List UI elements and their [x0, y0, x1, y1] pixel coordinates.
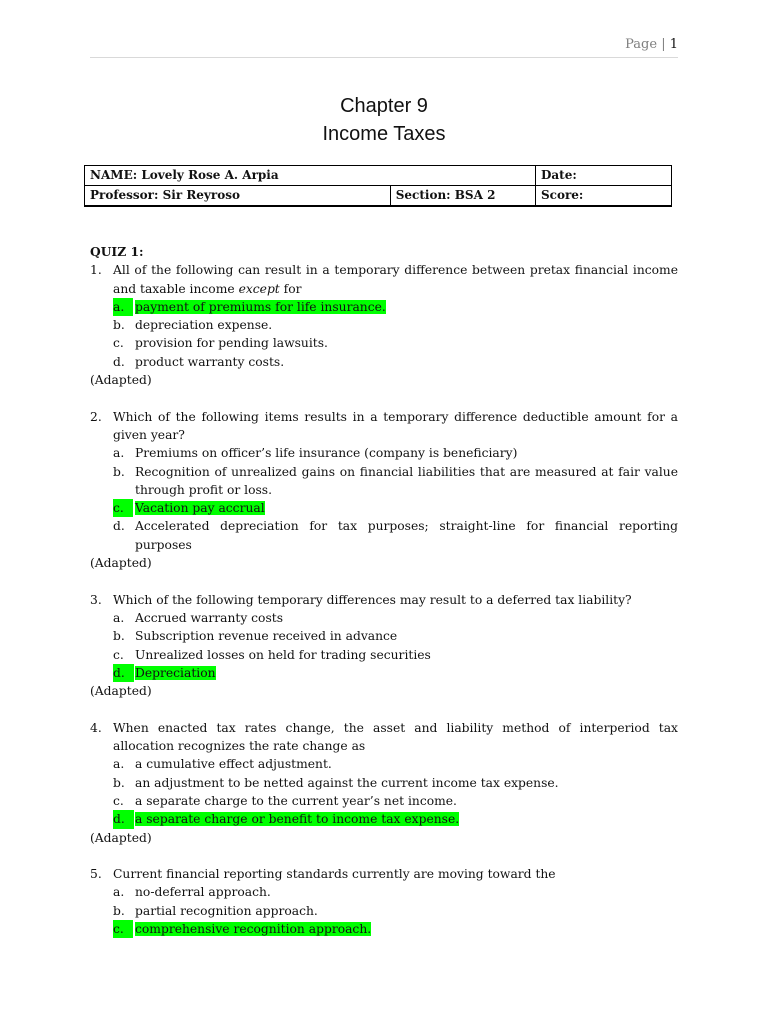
- option-text: comprehensive recognition approach.: [135, 921, 372, 936]
- source-note: (Adapted): [90, 684, 152, 699]
- option-letter: d.: [113, 810, 134, 828]
- answer-option: [90, 316, 678, 334]
- highlighted-answer: [135, 666, 216, 680]
- section-cell: Section: BSA 2: [390, 186, 535, 207]
- answer-text-wrap: [135, 336, 328, 350]
- option-letter: c.: [113, 793, 124, 808]
- answer-option: [90, 902, 678, 920]
- answer-text-wrap: [135, 794, 457, 808]
- question-spacer: [90, 700, 678, 718]
- option-text: payment of premiums for life insurance.: [135, 299, 386, 314]
- option-text: an adjustment to be netted against the current income tax expense.: [135, 775, 559, 790]
- option-text: partial recognition approach.: [135, 903, 318, 918]
- answer-text-wrap: [135, 465, 678, 497]
- answer-option: [90, 920, 678, 938]
- answer-option: [90, 627, 678, 645]
- question-1: [90, 261, 678, 298]
- option-text: Subscription revenue received in advance: [135, 629, 398, 644]
- chapter-heading: Chapter 9: [340, 95, 428, 117]
- option-text: a cumulative effect adjustment.: [135, 757, 332, 772]
- answer-option: [90, 353, 678, 371]
- answer-option: [90, 298, 678, 316]
- option-letter: a.: [113, 446, 125, 461]
- answer-option: [90, 444, 678, 462]
- option-letter: b.: [113, 464, 125, 479]
- option-text: Accelerated depreciation for tax purposes; straight-line for financial reporting purposes: [135, 519, 678, 552]
- answer-text-wrap: [135, 757, 332, 771]
- question-5: [90, 865, 678, 883]
- name-cell: NAME: Lovely Rose A. Arpia: [85, 166, 536, 186]
- option-letter: d.: [113, 519, 125, 534]
- question-text: Which of the following items results in a temporary difference deductible amount for a given year?: [113, 409, 678, 442]
- question-number: 5.: [90, 867, 102, 882]
- highlighted-answer: [135, 501, 265, 515]
- question-text-end: for: [279, 281, 302, 296]
- answer-text-wrap: [135, 629, 397, 643]
- question-number: 4.: [90, 720, 102, 735]
- professor-cell: Professor: Sir Reyroso: [85, 186, 391, 207]
- chapter-subtitle: Income Taxes: [322, 123, 446, 145]
- option-text: provision for pending lawsuits.: [135, 336, 328, 351]
- highlighted-answer: [135, 300, 386, 314]
- answer-option: [90, 755, 678, 773]
- question-number: 1.: [90, 263, 102, 278]
- option-letter: c.: [113, 920, 133, 938]
- answer-option: [90, 499, 678, 517]
- header-rule: [90, 57, 678, 58]
- page-header: [625, 37, 678, 52]
- option-letter: c.: [113, 647, 124, 662]
- question-text: When enacted tax rates change, the asset and liability method of interperiod tax allocation recognizes the rate change as: [113, 720, 678, 754]
- question-3: [90, 591, 678, 609]
- option-letter: a.: [113, 610, 125, 625]
- option-text: Depreciation: [135, 665, 216, 680]
- answer-text-wrap: [135, 611, 283, 625]
- option-letter: d.: [113, 354, 125, 369]
- answer-text-wrap: [135, 446, 517, 460]
- answer-text-wrap: [135, 776, 559, 790]
- question-emphasis: except: [238, 281, 280, 296]
- answer-option: [90, 810, 678, 828]
- question-spacer: [90, 389, 678, 407]
- question-spacer: [90, 572, 678, 590]
- option-letter: c.: [113, 336, 124, 351]
- option-text: a separate charge or benefit to income tax expense.: [135, 812, 460, 827]
- score-cell: Score:: [536, 186, 672, 207]
- question-text: Current financial reporting standards currently are moving toward the: [113, 867, 556, 882]
- option-letter: b.: [113, 903, 125, 918]
- option-letter: b.: [113, 775, 125, 790]
- question-2: [90, 408, 678, 445]
- source-note: (Adapted): [90, 556, 152, 571]
- answer-option: [90, 609, 678, 627]
- answer-text-wrap: [135, 648, 431, 662]
- answer-option: [90, 463, 678, 500]
- page-label: Page: [625, 37, 658, 52]
- answer-option: [90, 664, 678, 682]
- question-spacer: [90, 847, 678, 865]
- answer-option: [90, 517, 678, 554]
- question-number: 3.: [90, 592, 102, 607]
- option-letter: c.: [113, 499, 133, 517]
- option-text: Unrealized losses on held for trading securities: [135, 647, 431, 662]
- answer-text-wrap: [135, 904, 318, 918]
- option-letter: a.: [113, 298, 133, 316]
- source-note: (Adapted): [90, 830, 152, 845]
- highlighted-answer: [135, 922, 371, 936]
- answer-option: [90, 792, 678, 810]
- source-note: (Adapted): [90, 373, 152, 388]
- option-text: Premiums on officer’s life insurance (company is beneficiary): [135, 446, 518, 461]
- answer-option: [90, 646, 678, 664]
- option-text: a separate charge to the current year’s net income.: [135, 793, 457, 808]
- date-cell: Date:: [536, 166, 672, 186]
- answer-option: [90, 774, 678, 792]
- option-text: product warranty costs.: [135, 354, 285, 369]
- quiz-title: QUIZ 1:: [90, 244, 144, 259]
- answer-text-wrap: [135, 355, 284, 369]
- option-letter: a.: [113, 757, 125, 772]
- page-separator: |: [661, 37, 666, 52]
- student-info-table: [84, 165, 672, 207]
- highlighted-answer: [135, 812, 459, 826]
- question-text: Which of the following temporary differences may result to a deferred tax liability?: [113, 592, 632, 607]
- document-title: [0, 92, 768, 148]
- answer-text-wrap: [135, 519, 678, 551]
- option-letter: b.: [113, 629, 125, 644]
- question-4: [90, 719, 678, 756]
- answer-option: [90, 334, 678, 352]
- option-text: no-deferral approach.: [135, 885, 271, 900]
- option-text: depreciation expense.: [135, 318, 273, 333]
- option-letter: a.: [113, 885, 125, 900]
- answer-text-wrap: [135, 885, 271, 899]
- option-letter: d.: [113, 664, 134, 682]
- quiz-section: [90, 243, 678, 938]
- option-text: Recognition of unrealized gains on financial liabilities that are measured at fair value through profit or loss.: [135, 464, 678, 497]
- answer-text-wrap: [135, 318, 272, 332]
- answer-option: [90, 883, 678, 901]
- question-number: 2.: [90, 409, 102, 424]
- option-text: Accrued warranty costs: [135, 610, 284, 625]
- option-text: Vacation pay accrual: [135, 501, 265, 516]
- page-number: 1: [669, 37, 678, 52]
- question-text: All of the following can result in a temporary difference between pretax financial income and taxable income: [113, 263, 678, 296]
- option-letter: b.: [113, 318, 125, 333]
